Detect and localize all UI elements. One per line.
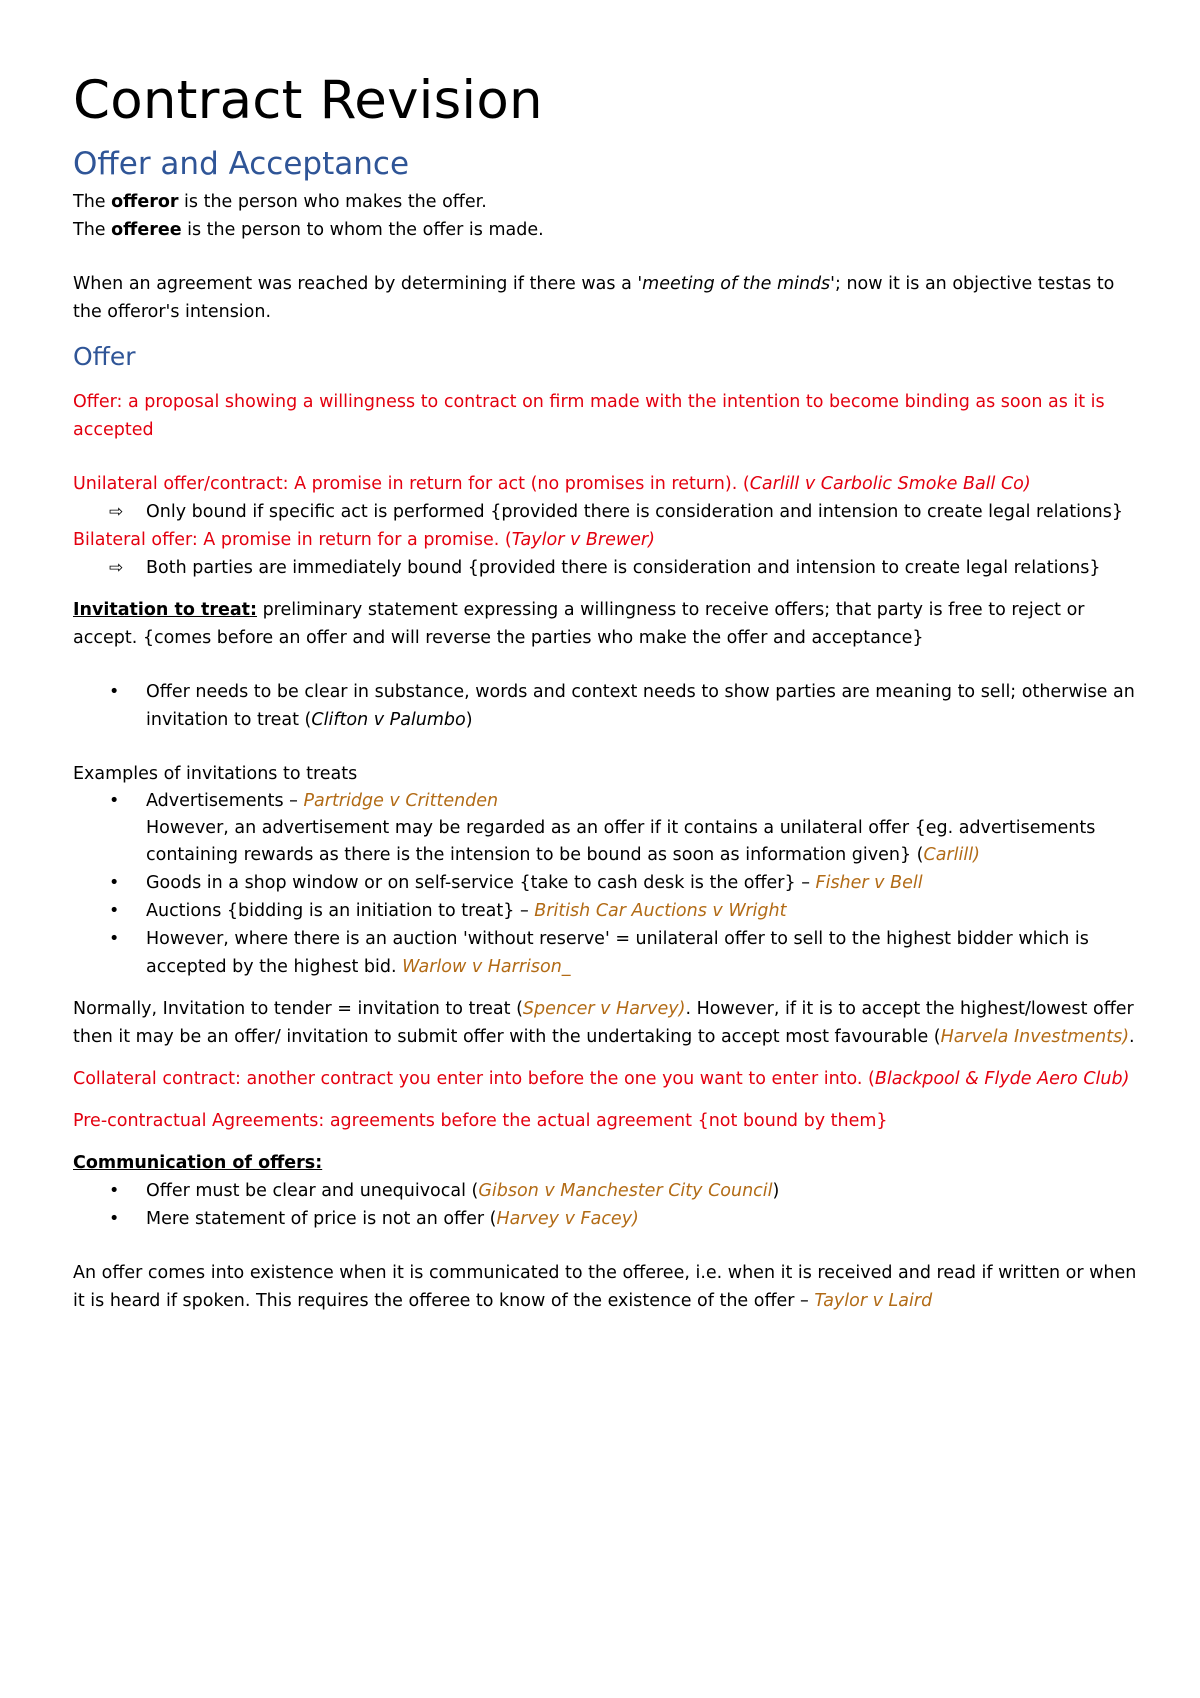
case-carlill: Carlill) — [923, 845, 980, 865]
case-fisher-bell: Fisher v Bell — [815, 873, 923, 893]
case-british-car: British Car Auctions v Wright — [534, 901, 787, 921]
case-carlill: Carlill v Carbolic Smoke Ball Co) — [749, 474, 1031, 494]
document-body — [73, 66, 1143, 1315]
list-item: • Auctions {bidding is an initiation to treat} – British Car Auctions v Wright — [73, 897, 1143, 925]
section-heading-offer-acceptance: Offer and Acceptance — [73, 146, 410, 182]
list-item: ⇨ Both parties are immediately bound {provided there is consideration and intension to create legal relations} — [73, 554, 1143, 582]
bullet-icon: • — [109, 1209, 120, 1229]
collateral-contract: Collateral contract: another contract you enter into before the one you want to enter into. (Blackpool & Flyde Aero Club) — [73, 1069, 1130, 1089]
list-item: ⇨ Only bound if specific act is performed {provided there is consideration and intension to create legal relations} — [73, 498, 1143, 526]
bullet-icon: • — [109, 873, 120, 893]
invitation-to-treat: Invitation to treat: preliminary statement expressing a willingness to receive offers; that party is free to reject or accept. {comes before an offer and will reverse the parties who make the offer and acceptance} — [73, 600, 1085, 648]
list-item: • However, where there is an auction 'without reserve' = unilateral offer to sell to the highest bidder which is accepted by the highest bid. Warlow v Harrison_ — [73, 925, 1143, 981]
bullet-icon: • — [109, 682, 120, 702]
communication-heading: Communication of offers: — [73, 1153, 323, 1173]
case-blackpool: Blackpool & Flyde Aero Club) — [874, 1069, 1130, 1089]
list-item: • Offer needs to be clear in substance, words and context needs to show parties are meaning to sell; otherwise an invitation to treat (Clifton v Palumbo) — [73, 678, 1143, 734]
case-warlow: Warlow v Harrison_ — [402, 957, 571, 977]
case-harvey-facey: Harvey v Facey) — [496, 1209, 639, 1229]
unilateral-offer: Unilateral offer/contract: A promise in return for act (no promises in return). (Carlill v Carbolic Smoke Ball Co) — [73, 474, 1031, 494]
pre-contractual: Pre-contractual Agreements: agreements before the actual agreement {not bound by them} — [73, 1111, 888, 1131]
case-spencer: Spencer v Harvey) — [522, 999, 686, 1019]
list-item: • Goods in a shop window or on self-service {take to cash desk is the offer} – Fisher v Bell — [73, 869, 1143, 897]
list-item: • Advertisements – Partridge v Crittenden However, an advertisement may be regarded as an offer if it contains a unilateral offer {eg. advertisements containing rewards as there is the intension to be bound as soon as information given} (Carlill) — [73, 788, 1143, 869]
bullet-icon: • — [109, 901, 120, 921]
case-harvela: Harvela Investments) — [940, 1027, 1130, 1047]
bilateral-offer: Bilateral offer: A promise in return for a promise. (Taylor v Brewer) — [73, 530, 655, 550]
bullet-icon: • — [109, 929, 120, 949]
page-title: Contract Revision — [73, 70, 543, 131]
offer-definition: Offer: a proposal showing a willingness to contract on firm made with the intention to become binding as soon as it is accepted — [73, 392, 1105, 440]
examples-list — [73, 788, 1143, 981]
subheading-offer: Offer — [73, 342, 136, 371]
existence-paragraph: An offer comes into existence when it is communicated to the offeree, i.e. when it is received and read if written or when it is heard if spoken. This requires the offeree to know of the existence of the offer – Taylor v Laird — [73, 1263, 1137, 1311]
agreement-paragraph: When an agreement was reached by determining if there was a 'meeting of the minds'; now it is an objective testas to the offeror's intension. — [73, 274, 1115, 322]
arrow-icon: ⇨ — [109, 502, 124, 522]
arrow-icon: ⇨ — [109, 558, 124, 578]
offeror-definition: The offeror is the person who makes the offer. — [73, 192, 487, 212]
case-gibson: Gibson v Manchester City Council — [478, 1181, 773, 1201]
case-clifton: Clifton v Palumbo — [311, 710, 466, 730]
case-taylor-brewer: Taylor v Brewer) — [511, 530, 655, 550]
offeree-definition: The offeree is the person to whom the offer is made. — [73, 220, 544, 240]
examples-heading: Examples of invitations to treats — [73, 764, 358, 784]
case-taylor-laird: Taylor v Laird — [814, 1291, 933, 1311]
list-item: • Offer must be clear and unequivocal (Gibson v Manchester City Council) — [73, 1177, 1143, 1205]
bullet-icon: • — [109, 791, 120, 811]
tender-paragraph: Normally, Invitation to tender = invitation to treat (Spencer v Harvey). However, if it is to accept the highest/lowest offer then it may be an offer/ invitation to submit offer with the undertaking to accept most favourable (Harvela Investments). — [73, 999, 1135, 1047]
case-partridge: Partridge v Crittenden — [303, 791, 499, 811]
list-item: • Mere statement of price is not an offer (Harvey v Facey) — [73, 1205, 1143, 1233]
communication-list — [73, 1177, 1143, 1233]
bullet-icon: • — [109, 1181, 120, 1201]
